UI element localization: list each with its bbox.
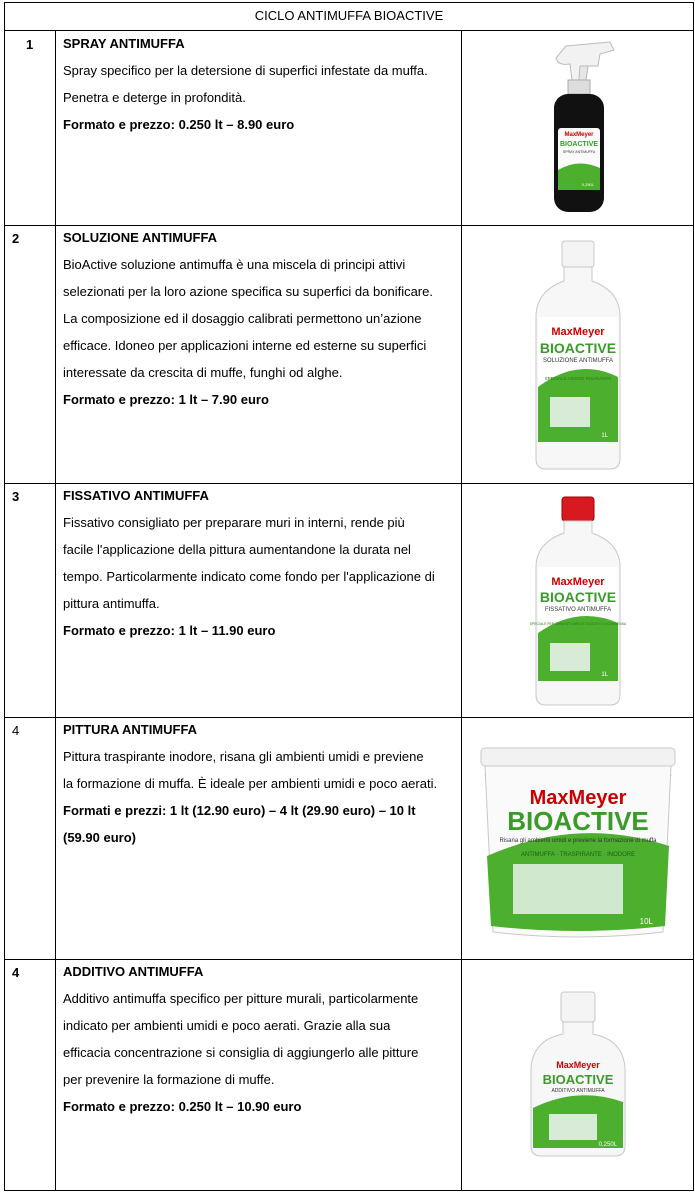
- product-badge: SPECIALE PER AMBIENTI UMIDI E SOGGETTI A CONDENSA: [529, 622, 626, 626]
- product-name: SOLUZIONE ANTIMUFFA: [63, 230, 218, 245]
- table-border: [693, 2, 694, 1191]
- description-line: BioActive soluzione antimuffa è una miscela di principi attivi: [63, 257, 406, 272]
- format-price: Formato e prezzo: 0.250 lt – 10.90 euro: [63, 1099, 302, 1114]
- description-line: pittura antimuffa.: [63, 596, 160, 611]
- row-description: [63, 224, 458, 413]
- description-line: efficacia concentrazione si consiglia di aggiungerlo alle pitture: [63, 1045, 419, 1060]
- description-line: efficace. Idoneo per applicazioni interne ed esterne su superfici: [63, 338, 427, 353]
- description-line: per prevenire la formazione di muffe.: [63, 1072, 275, 1087]
- table-border: [4, 2, 5, 1191]
- product-name: PITTURA ANTIMUFFA: [63, 722, 198, 737]
- table-border: [55, 30, 56, 1191]
- product-label: BIOACTIVE: [539, 589, 616, 605]
- product-sublabel: Risana gli ambienti umidi e previene la formazione di muffa: [499, 838, 656, 844]
- product-sublabel: SPRAY ANTIMUFFA: [562, 149, 595, 154]
- product-image-additivo: [462, 960, 693, 1190]
- brand-logo: MaxMeyer: [550, 326, 605, 338]
- row-number: 3: [12, 489, 20, 504]
- row-number: 4: [12, 965, 20, 980]
- row-number: 4: [12, 723, 20, 738]
- description-line: Additivo antimuffa specifico per pitture murali, particolarmente: [63, 991, 419, 1006]
- description-line: selezionati per la loro azione specifica su superfici da bonificare.: [63, 284, 433, 299]
- product-image-spray: [462, 31, 693, 225]
- description-line: tempo. Particolarmente indicato come fondo per l'applicazione di: [63, 569, 435, 584]
- product-label: BIOACTIVE: [539, 340, 616, 356]
- description-line: La composizione ed il dosaggio calibrati permettono un’azione: [63, 311, 422, 326]
- row-description: [63, 716, 458, 851]
- product-badge: ANTIMUFFA · TRASPIRANTE · INODORE: [520, 852, 635, 858]
- product-sublabel: FISSATIVO ANTIMUFFA: [544, 607, 611, 613]
- description-line: facile l'applicazione della pittura aumentandone la durata nel: [63, 542, 411, 557]
- row-description: [63, 958, 458, 1120]
- brand-logo: MaxMeyer: [529, 787, 626, 809]
- format-price: Formato e prezzo: 1 lt – 7.90 euro: [63, 392, 269, 407]
- format-price: Formati e prezzi: 1 lt (12.90 euro) – 4 lt (29.90 euro) – 10 lt: [63, 803, 416, 818]
- product-sublabel: ADDITIVO ANTIMUFFA: [550, 1088, 605, 1094]
- description-line: Penetra e deterge in profondità.: [63, 90, 246, 105]
- product-volume: 1L: [600, 672, 608, 678]
- brand-logo: MaxMeyer: [555, 1060, 600, 1070]
- product-volume: 0,250L: [598, 1142, 617, 1148]
- product-sublabel: SOLUZIONE ANTIMUFFA: [542, 358, 613, 364]
- description-line: interessate da crescita di muffe, funghi od alghe.: [63, 365, 343, 380]
- format-price: (59.90 euro): [63, 830, 136, 845]
- product-name: FISSATIVO ANTIMUFFA: [63, 488, 209, 503]
- table-border: [4, 1190, 694, 1191]
- row-number: 2: [12, 231, 20, 246]
- brand-logo: MaxMeyer: [550, 576, 605, 588]
- product-name: SPRAY ANTIMUFFA: [63, 36, 185, 51]
- description-line: Fissativo consigliato per preparare muri in interni, rende più: [63, 515, 405, 530]
- product-image-soluzione: [462, 226, 693, 483]
- description-line: Spray specifico per la detersione di superfici infestate da muffa.: [63, 63, 428, 78]
- product-label: BIOACTIVE: [542, 1072, 613, 1087]
- brand-logo: MaxMeyer: [563, 131, 594, 138]
- product-volume: 1L: [600, 433, 608, 439]
- product-label: BIOACTIVE: [559, 140, 598, 148]
- product-label: BIOACTIVE: [506, 806, 649, 836]
- format-price: Formato e prezzo: 1 lt – 11.90 euro: [63, 623, 276, 638]
- product-badge: SPECIALE AZIONE RISANANTE: [544, 376, 611, 381]
- description-line: la formazione di muffa. È ideale per ambienti umidi e poco aerati.: [63, 776, 438, 791]
- product-volume: 0,250L: [581, 181, 594, 187]
- description-line: Pittura traspirante inodore, risana gli ambienti umidi e previene: [63, 749, 424, 764]
- row-number: 1: [26, 37, 34, 52]
- product-volume: 10L: [639, 917, 653, 926]
- product-name: ADDITIVO ANTIMUFFA: [63, 964, 204, 979]
- format-price: Formato e prezzo: 0.250 lt – 8.90 euro: [63, 117, 295, 132]
- table-title: CICLO ANTIMUFFA BIOACTIVE: [254, 8, 444, 23]
- row-description: [63, 482, 458, 644]
- row-description: [63, 30, 458, 138]
- description-line: indicato per ambienti umidi e poco aerati. Grazie alla sua: [63, 1018, 391, 1033]
- product-image-pittura: [462, 718, 693, 959]
- product-image-fissativo: [462, 484, 693, 717]
